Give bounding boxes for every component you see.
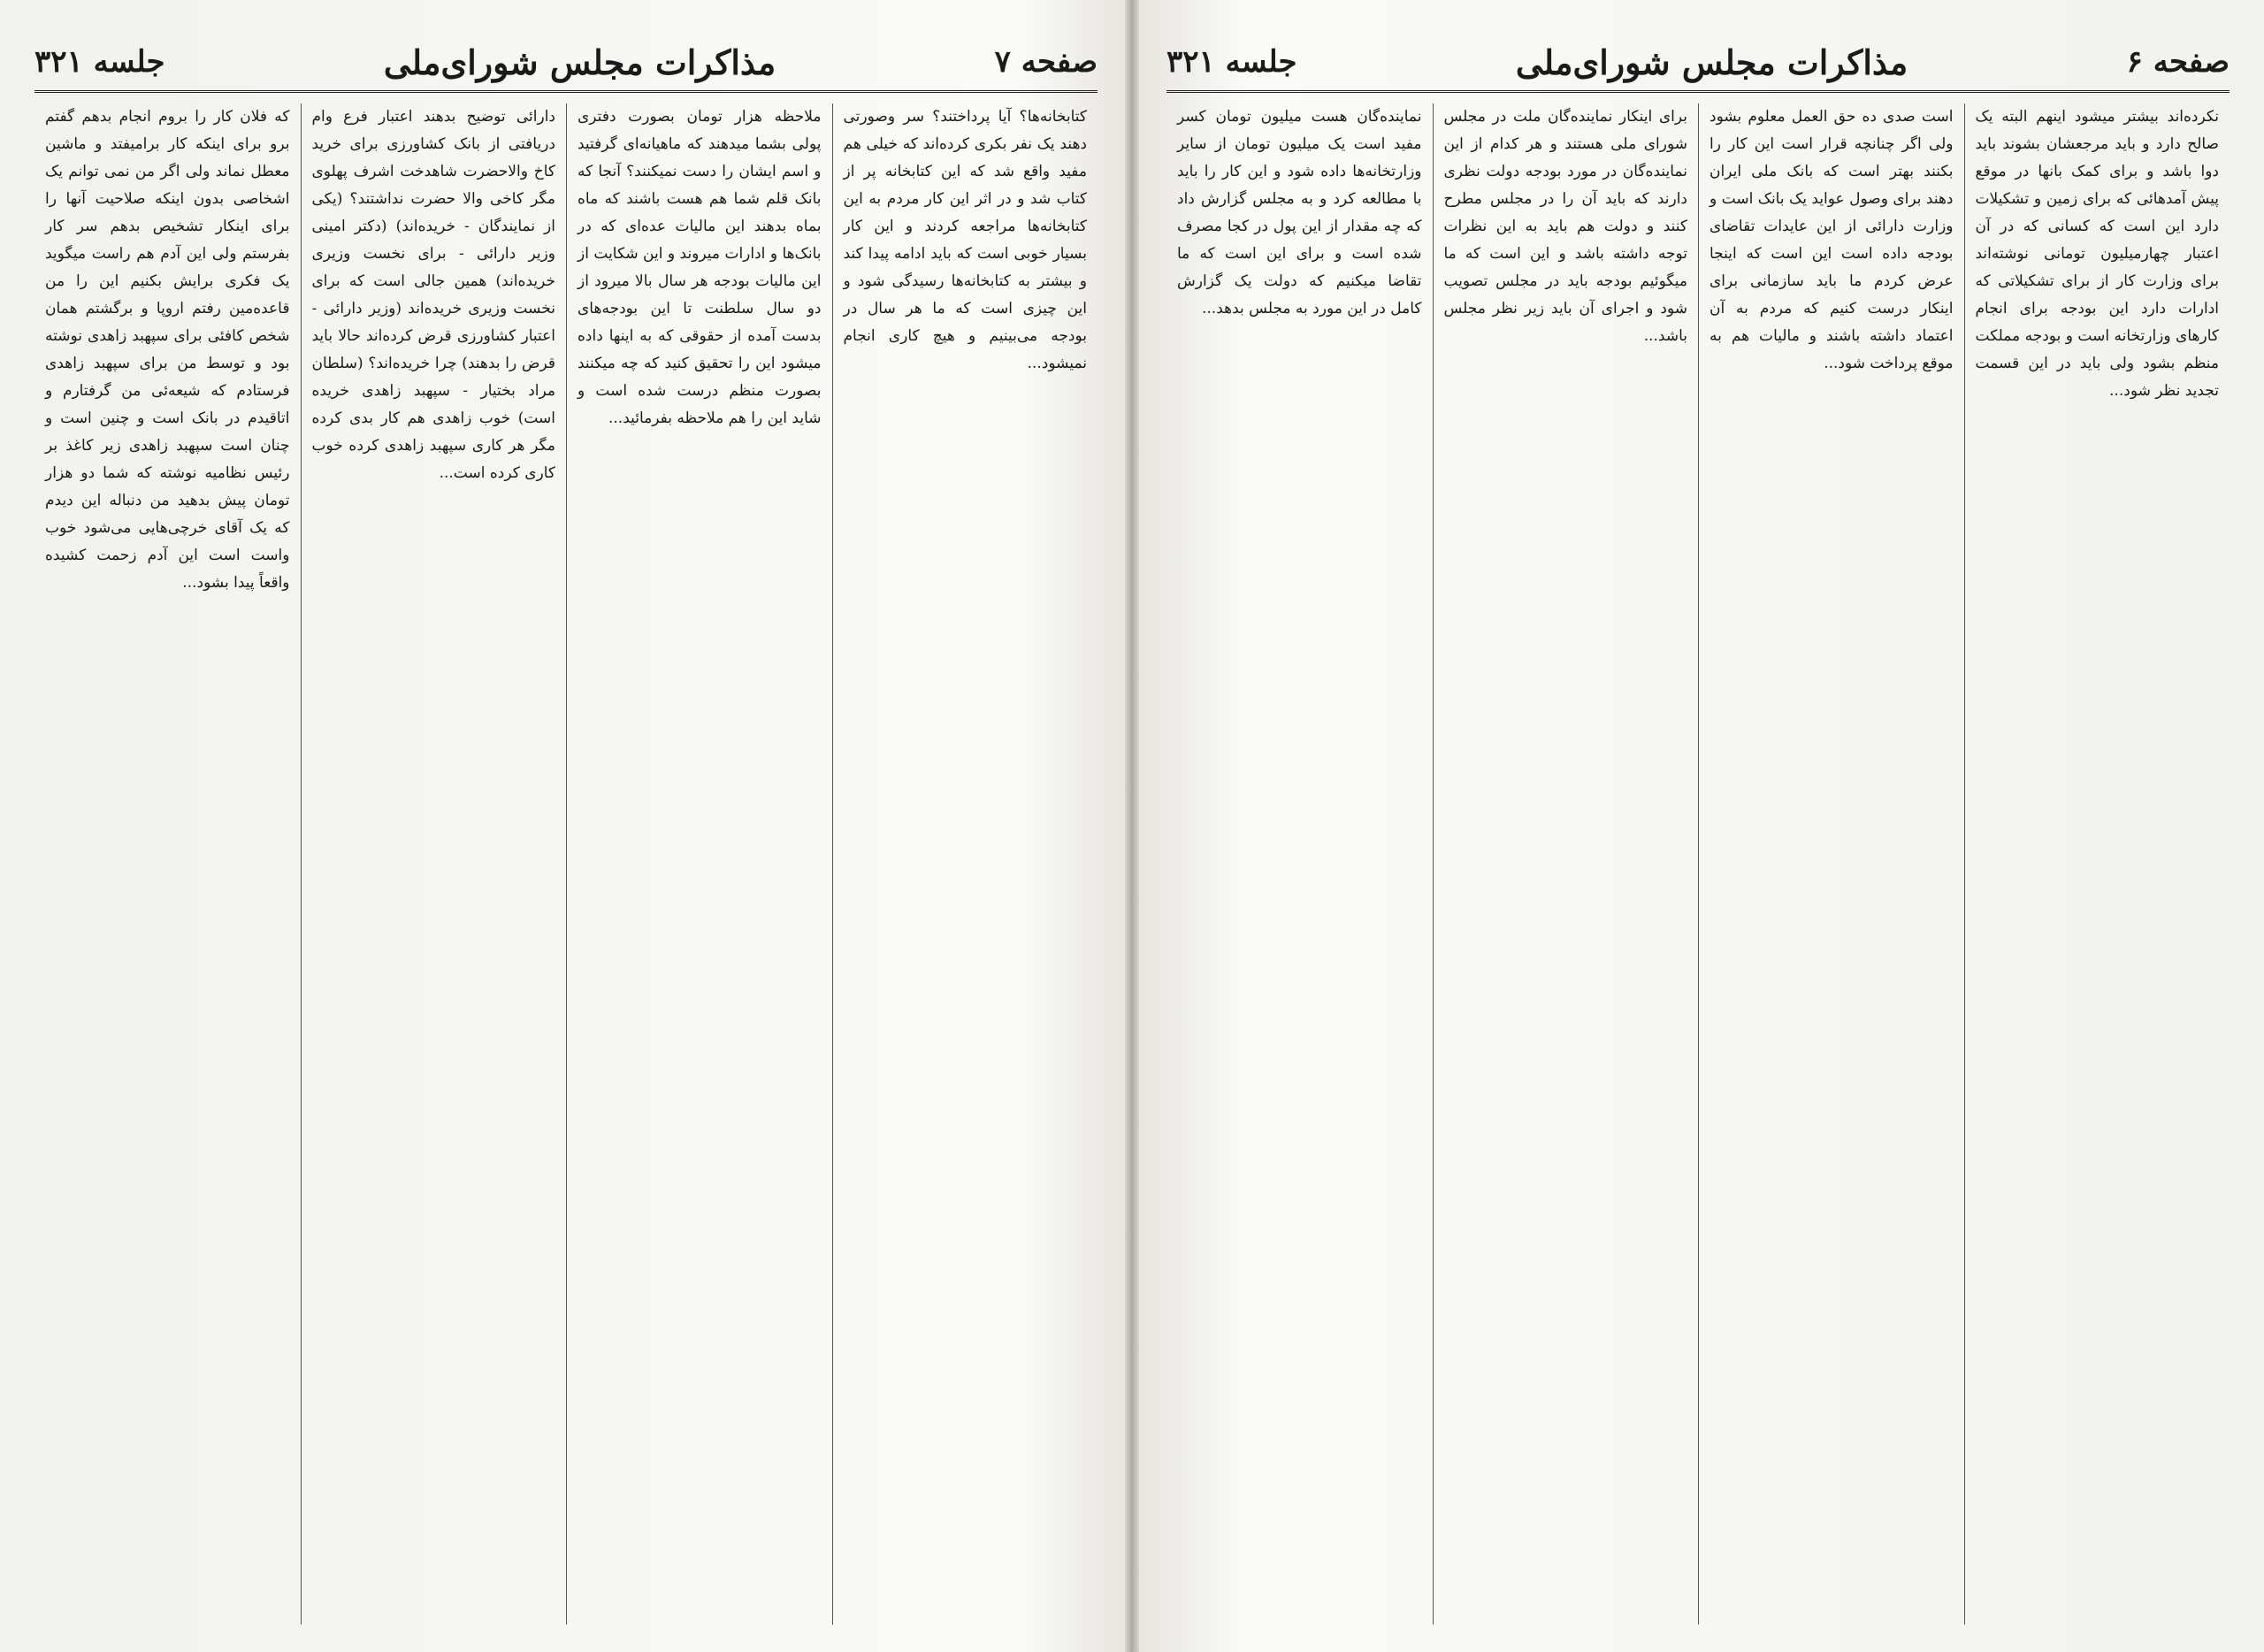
text-column [301, 103, 567, 1625]
left-page-header [34, 34, 1098, 93]
text-column [1698, 103, 1964, 1625]
text-column [1433, 103, 1699, 1625]
left-page [8, 12, 1124, 1640]
left-page-session: جلسه ۳۲۱ [34, 44, 165, 80]
column-text: ملاحظه هزار تومان بصورت دفتری پولی بشما میدهند که ماهیانه‌ای گرفتید و اسم ایشان را دست نمیکنند؟ آنجا که بانک قلم شما هم هست باشند که ماه بماه بدهند این مالیات عده‌ای که در بانک‌ها و ادارات میروند و این شکایت از این مالیات بودجه هر سال بالا میرود از دو سال سلطنت تا این بودجه‌های بدست آمده از حقوقی که به اینها داده میشود این را تحقیق کنید که چه میکنند بصورت منظم درست شده است و شاید این را هم ملاحظه بفرمائید... [577, 108, 822, 427]
left-page-columns [34, 103, 1098, 1625]
right-page-title: مذاکرات مجلس شورای‌ملی [1515, 42, 1908, 82]
column-text: نماینده‌گان هست میلیون تومان کسر مفید است یک میلیون تومان از سایر وزارتخانه‌ها داده شود و این کار را باید با مطالعه کرد و به مجلس گزارش داد که چه مقدار از این پول در کجا مصرف شده است و برای این است که ما تقاضا میکنیم که دولت یک گزارش کامل در این مورد به مجلس بدهد... [1177, 108, 1422, 317]
text-column [1964, 103, 2230, 1625]
text-column [832, 103, 1098, 1625]
right-page [1140, 12, 2256, 1640]
right-page-header [1166, 34, 2230, 93]
right-page-session: جلسه ۳۲۱ [1166, 44, 1297, 80]
left-page-number: صفحه ۷ [994, 44, 1098, 80]
text-column [1166, 103, 1433, 1625]
right-page-number: صفحه ۶ [2126, 44, 2230, 80]
column-text: نکرده‌اند بیشتر میشود اینهم البته یک صالح دارد و باید مرجعشان بشوند باید دوا باشد و برای کمک بانها در موقع پیش آمدهائی که برای زمین و تشکیلات دارد این است که کسانی که در آن اعتبار چهارمیلیون تومانی نوشته‌اند برای وزارت کار از برای تشکیلاتی که ادارات دارد این بودجه برای انجام کارهای وزارتخانه است و بودجه مملکت منظم بشود ولی باید در این قسمت تجدید نظر شود... [1975, 108, 2219, 400]
binding-gutter [1125, 0, 1139, 1652]
column-text: که فلان کار را بروم انجام بدهم گفتم برو برای اینکه کار برامیفتد و ماشین معطل نماند ولی اگر من نمی توانم یک اشخاصی بدون اینکه صلاحیت آنها را برای اینکار تشخیص بدهم سر کار بفرستم ولی این آدم هم راست میگوید یک فکری برایش بکنیم این را من قاعده‌مین رفتم اروپا و برگشتم همان شخص کافئی برای سپهبد زاهدی نوشته بود و توسط من برای سپهبد زاهدی فرستادم که شیعه‌ئی من گرفتارم و اتاقیدم در بانک است و چنین است و چنان است سپهبد زاهدی زیر کاغذ بر رئیس نظامیه نوشته که شما دو هزار تومان پیش بدهید من دنباله این دیدم که یک آقای خرچی‌هایی می‌شود خوب واست است این آدم زحمت کشیده واقعاً پیدا بشود... [45, 108, 290, 592]
column-text: است صدی ده حق العمل معلوم بشود ولی اگر چنانچه قرار است این کار را بکنند بهتر است که بانک ملی ایران دهند برای وصول عواید یک بانک است و وزارت دارائی از این عایدات تقاضای بودجه داده است این است که اینجا عرض کردم ما باید سازمانی برای اینکار درست کنیم که مردم به آن اعتماد داشته باشند و مالیات هم به موقع پرداخت شود... [1709, 108, 1954, 372]
text-column [34, 103, 301, 1625]
column-text: دارائی توضیح بدهند اعتبار فرع وام دریافتی از بانک کشاورزی برای خرید کاخ والاحضرت شاهدخت اشرف پهلوی مگر کاخی والا حضرت نداشتند؟ (یکی از نمایندگان - خریده‌اند) (دکتر امینی وزیر دارائی - برای نخست وزیری خریده‌اند) همین جالی است که برای نخست وزیری خریده‌اند (وزیر دارائی - اعتبار کشاورزی قرض کرده‌اند حالا باید قرض را بدهند) چرا خریده‌اند؟ (سلطان مراد بختیار - سپهبد زاهدی خریده است) خوب زاهدی هم کار بدی کرده مگر هر کاری سپهبد زاهدی کرده خوب کاری کرده است... [311, 108, 555, 482]
text-column [566, 103, 832, 1625]
right-page-columns [1166, 103, 2230, 1625]
column-text: برای اینکار نماینده‌گان ملت در مجلس شورای ملی هستند و هر کدام از این نماینده‌گان در مورد بودجه دولت نظری دارند که باید آن را در مجلس مطرح کنند و دولت هم باید به این نظرات توجه داشته باشد و این است که ما میگوئیم بودجه باید در مجلس تصویب شود و اجرای آن باید زیر نظر مجلس باشد... [1443, 108, 1687, 345]
column-text: کتابخانه‌ها؟ آیا پرداختند؟ سر وصورتی دهند یک نفر بکری کرده‌اند که خیلی هم مفید واقع شد که این کتابخانه پر از کتاب شد و در اثر این کار مردم به این کتابخانه‌ها مراجعه کردند و این کار بسیار خوبی است که باید ادامه پیدا کند و بیشتر به کتابخانه‌ها رسیدگی شود و این چیزی است که ما هر سال در بودجه می‌بینیم و هیچ کاری انجام نمیشود... [843, 108, 1087, 372]
left-page-title: مذاکرات مجلس شورای‌ملی [383, 42, 776, 82]
